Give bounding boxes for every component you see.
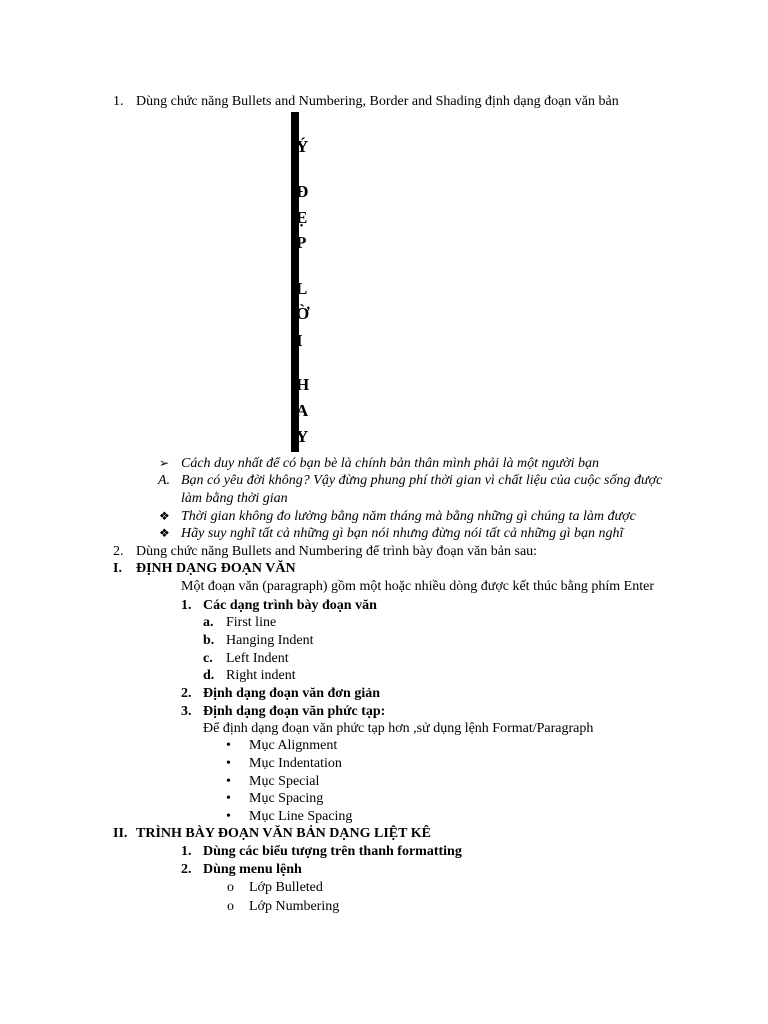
list-item: Hanging Indent (226, 633, 314, 648)
list-letter: d. (203, 668, 215, 683)
bullet-item: Mục Spacing (249, 791, 324, 806)
list-item: Right indent (226, 668, 296, 683)
arrow-bullet-icon: ➢ (159, 456, 170, 470)
diamond-bullet-icon: ❖ (159, 526, 170, 540)
circle-bullet-icon: o (227, 899, 234, 914)
bullet-dot-icon: • (226, 738, 231, 753)
vertical-letter: Ý (296, 137, 309, 156)
sub-bullet-item: Lớp Numbering (249, 899, 340, 914)
list-item: Định dạng đoạn văn đơn giản (203, 686, 381, 701)
vertical-letter: L (296, 279, 308, 298)
roman-number: II. (113, 826, 128, 841)
vertical-letter: Ờ (296, 304, 310, 323)
vertical-letter: Ẹ (296, 208, 308, 227)
bullet-dot-icon: • (226, 791, 231, 806)
bullet-dot-icon: • (226, 809, 231, 824)
bullet-item: Mục Indentation (249, 756, 342, 771)
vertical-letter: Y (296, 427, 309, 446)
bullet-item: Mục Alignment (249, 738, 338, 753)
circle-bullet-icon: o (227, 880, 234, 895)
section-title: ĐỊNH DẠNG ĐOẠN VĂN (136, 561, 296, 576)
bullet-dot-icon: • (226, 756, 231, 771)
list-item: First line (226, 615, 277, 630)
list-item: Định dạng đoạn văn phức tạp: (203, 704, 386, 719)
complex-intro: Để định dạng đoạn văn phức tạp hơn ,sử dụng lệnh Format/Paragraph (203, 721, 594, 736)
list-letter: A. (158, 473, 171, 488)
bullet-item: Mục Special (249, 774, 320, 789)
quote-text: Bạn có yêu đời không? Vậy đừng phung phí thời gian vì chất liệu của cuộc sống được (181, 473, 663, 488)
vertical-letter: H (296, 375, 310, 394)
bullet-item: Mục Line Spacing (249, 809, 353, 824)
quote-text-continuation: làm bằng thời gian (181, 491, 288, 506)
list-letter: c. (203, 651, 213, 666)
quote-text: Thời gian không đo lường bằng năm tháng mà bằng những gì chúng ta làm được (181, 509, 636, 524)
list-number: 2. (181, 862, 192, 877)
list-number: 3. (181, 704, 192, 719)
sub-bullet-item: Lớp Bulleted (249, 880, 323, 895)
list-number: 2. (113, 544, 124, 559)
list-number: 1. (113, 94, 124, 109)
quote-text: Hãy suy nghĩ tất cả những gì bạn nói nhưng đừng nói tất cả những gì bạn nghĩ (181, 526, 624, 541)
list-number: 2. (181, 686, 192, 701)
vertical-letter: A (296, 401, 309, 420)
section-intro: Một đoạn văn (paragraph) gồm một hoặc nhiều dòng được kết thúc bằng phím Enter (181, 579, 654, 594)
diamond-bullet-icon: ❖ (159, 509, 170, 523)
list-letter: b. (203, 633, 215, 648)
vertical-letter: P (296, 233, 307, 252)
bullet-dot-icon: • (226, 774, 231, 789)
list-number: 1. (181, 598, 192, 613)
list-item: Dùng các biểu tượng trên thanh formatting (203, 844, 462, 859)
vertical-letter: I (296, 331, 303, 350)
list-item: Dùng menu lệnh (203, 862, 302, 877)
roman-number: I. (113, 561, 122, 576)
heading-1-text: Dùng chức năng Bullets and Numbering, Border and Shading định dạng đoạn văn bản (136, 94, 619, 109)
vertical-letter: Đ (296, 182, 309, 201)
section-title: TRÌNH BÀY ĐOẠN VĂN BẢN DẠNG LIỆT KÊ (136, 826, 431, 841)
list-letter: a. (203, 615, 214, 630)
heading-2-text: Dùng chức năng Bullets and Numbering để trình bày đoạn văn bản sau: (136, 544, 538, 559)
list-item: Các dạng trình bày đoạn văn (203, 598, 377, 613)
list-item: Left Indent (226, 651, 289, 666)
quote-text: Cách duy nhất để có bạn bè là chính bản thân mình phải là một người bạn (181, 456, 599, 471)
list-number: 1. (181, 844, 192, 859)
